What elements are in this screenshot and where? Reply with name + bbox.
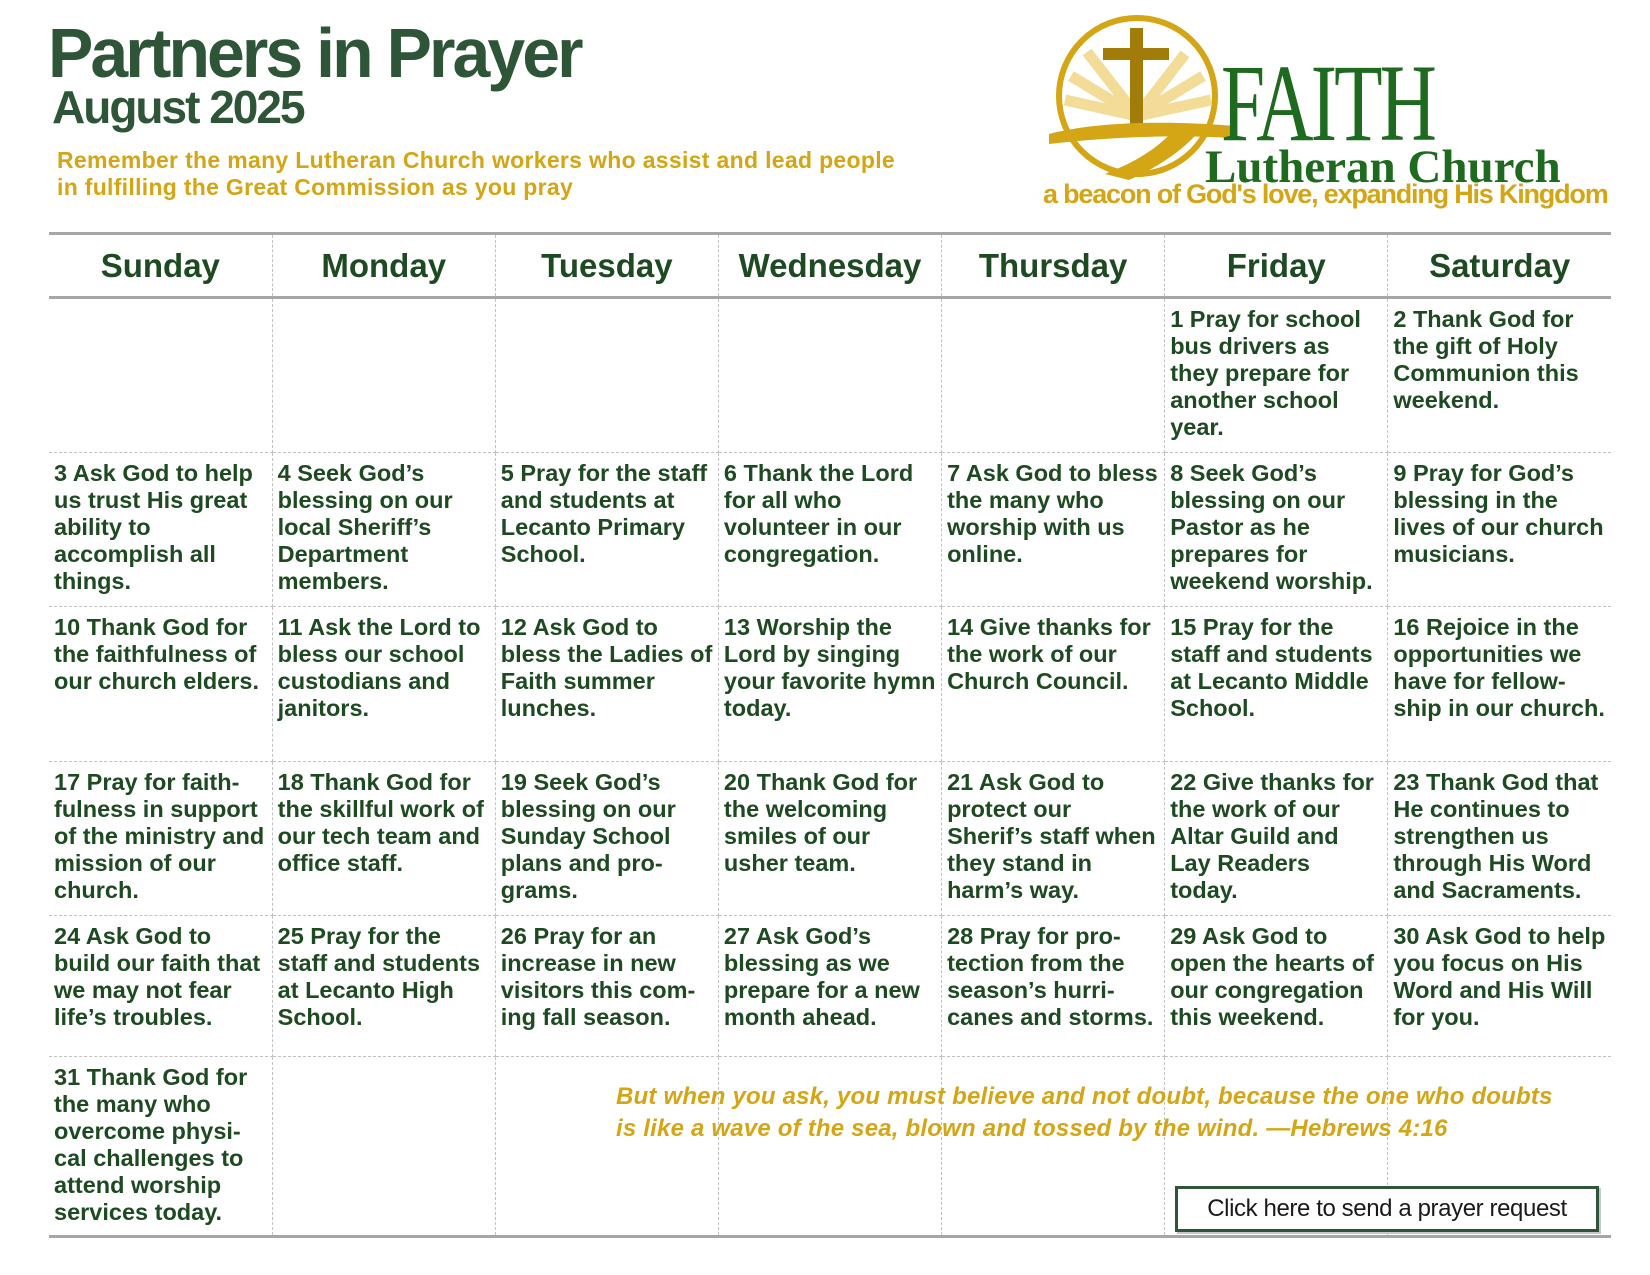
logo-church-name: Lutheran Church: [1205, 141, 1561, 193]
day-cell: 8 Seek God’s blessing on our Pastor as he prepares for weekend worship.: [1165, 453, 1388, 607]
day-cell: 15 Pray for the staff and students at Lecanto Middle School.: [1165, 607, 1388, 762]
day-header-sunday: Sunday: [49, 234, 272, 298]
scripture-verse: [616, 1081, 1616, 1145]
week-row: [49, 916, 1611, 1057]
day-cell: 29 Ask God to open the hearts of our congregation this weekend.: [1165, 916, 1388, 1057]
day-cell: 10 Thank God for the faithfulness of our church elders.: [49, 607, 272, 762]
day-cell: 17 Pray for faith-fulness in support of the ministry and mission of our church.: [49, 762, 272, 916]
day-header-tuesday: Tuesday: [495, 234, 718, 298]
day-cell: 13 Worship the Lord by singing your favorite hymn today.: [718, 607, 941, 762]
logo-wordmark: FAITH: [1221, 42, 1434, 164]
day-cell: [495, 298, 718, 453]
day-cell: 3 Ask God to help us trust His great ability to accomplish all things.: [49, 453, 272, 607]
day-cell: 5 Pray for the staff and students at Lecanto Primary School.: [495, 453, 718, 607]
day-cell: 19 Seek God’s blessing on our Sunday School plans and pro-grams.: [495, 762, 718, 916]
intro-text: Remember the many Lutheran Church workers who assist and lead people in fulfilling the Great Commission as you pray: [57, 147, 895, 200]
day-cell: 16 Rejoice in the opportunities we have for fellow-ship in our church.: [1388, 607, 1611, 762]
day-cell: 21 Ask God to protect our Sherif’s staff when they stand in harm’s way.: [942, 762, 1165, 916]
day-header-wednesday: Wednesday: [718, 234, 941, 298]
day-cell: 12 Ask God to bless the Ladies of Faith summer lunches.: [495, 607, 718, 762]
day-cell: 24 Ask God to build our faith that we may not fear life’s troubles.: [49, 916, 272, 1057]
page-title: Partners in Prayer: [48, 14, 581, 92]
day-header-thursday: Thursday: [942, 234, 1165, 298]
day-cell: [49, 298, 272, 453]
day-cell: 14 Give thanks for the work of our Church Council.: [942, 607, 1165, 762]
month-title: August 2025: [52, 81, 304, 133]
week-row: [49, 762, 1611, 916]
day-cell: 1 Pray for school bus drivers as they prepare for another school year.: [1165, 298, 1388, 453]
day-header-monday: Monday: [272, 234, 495, 298]
day-cell: [718, 298, 941, 453]
day-cell: [272, 298, 495, 453]
day-cell: 28 Pray for pro-tection from the season’s hurri-canes and storms.: [942, 916, 1165, 1057]
day-cell: 25 Pray for the staff and students at Lecanto High School.: [272, 916, 495, 1057]
church-logo[interactable]: [1045, 14, 1625, 214]
day-cell: 4 Seek God’s blessing on our local Sheriff’s Department members.: [272, 453, 495, 607]
day-cell: [272, 1057, 495, 1237]
day-cell: 7 Ask God to bless the many who worship with us online.: [942, 453, 1165, 607]
day-cell: 30 Ask God to help you focus on His Word and His Will for you.: [1388, 916, 1611, 1057]
day-header-friday: Friday: [1165, 234, 1388, 298]
verse-line-1: But when you ask, you must believe and not doubt, because the one who doubts: [616, 1083, 1553, 1110]
day-cell: 2 Thank God for the gift of Holy Communion this weekend.: [1388, 298, 1611, 453]
day-cell: 9 Pray for God’s blessing in the lives of our church musicians.: [1388, 453, 1611, 607]
day-cell: 26 Pray for an increase in new visitors this com-ing fall season.: [495, 916, 718, 1057]
day-cell: 27 Ask God’s blessing as we prepare for a new month ahead.: [718, 916, 941, 1057]
day-cell: [942, 298, 1165, 453]
week-row: [49, 453, 1611, 607]
day-cell: 20 Thank God for the welcoming smiles of our usher team.: [718, 762, 941, 916]
verse-line-2: is like a wave of the sea, blown and tossed by the wind. —Hebrews 4:16: [616, 1115, 1448, 1142]
day-cell: 11 Ask the Lord to bless our school custodians and janitors.: [272, 607, 495, 762]
day-cell: 18 Thank God for the skillful work of our tech team and office staff.: [272, 762, 495, 916]
day-header-saturday: Saturday: [1388, 234, 1611, 298]
week-row: [49, 607, 1611, 762]
week-row: [49, 298, 1611, 453]
day-cell: 31 Thank God for the many who overcome physi-cal challenges to attend worship services today.: [49, 1057, 272, 1237]
day-cell: 6 Thank the Lord for all who volunteer in our congregation.: [718, 453, 941, 607]
day-cell: 23 Thank God that He continues to strengthen us through His Word and Sacraments.: [1388, 762, 1611, 916]
weekday-header-row: [49, 234, 1611, 298]
logo-tagline: a beacon of God's love, expanding His Kingdom: [1043, 179, 1608, 209]
day-cell: 22 Give thanks for the work of our Altar Guild and Lay Readers today.: [1165, 762, 1388, 916]
prayer-request-button[interactable]: Click here to send a prayer request: [1175, 1186, 1599, 1232]
